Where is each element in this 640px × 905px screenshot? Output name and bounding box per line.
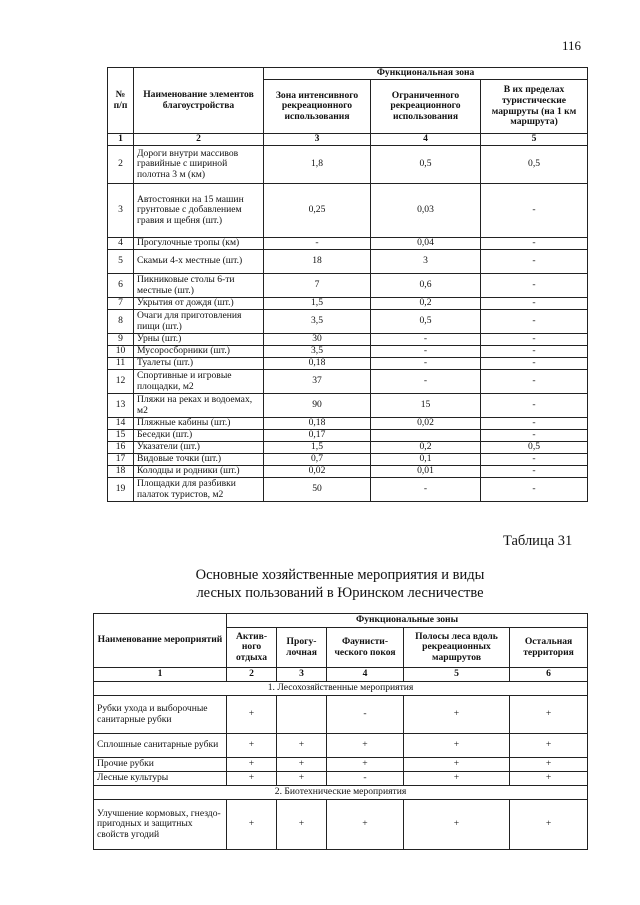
- zone2-value: 0,2: [371, 442, 481, 454]
- zone2-value: 0,5: [371, 310, 481, 334]
- zone4-value: +: [404, 800, 510, 850]
- row-number: 11: [108, 358, 134, 370]
- table-row: [108, 394, 588, 418]
- zone2-value: +: [277, 772, 327, 786]
- zone3-value: -: [481, 298, 588, 310]
- index-cell: 4: [371, 134, 481, 146]
- zone3-header: Фаунисти-ческого покоя: [327, 628, 404, 668]
- row-number: 14: [108, 418, 134, 430]
- table-title-line-2: лесных пользований в Юринском лесничестве: [196, 585, 484, 601]
- zone4-header: Полосы леса вдоль рекреационных маршрутов: [404, 628, 510, 668]
- table-row: [108, 274, 588, 298]
- element-name: Площадки для разбивки палаток туристов, м2: [134, 478, 264, 502]
- zone3-value: -: [481, 466, 588, 478]
- zone3-value: -: [481, 418, 588, 430]
- zone3-value: -: [481, 310, 588, 334]
- zone1-value: 90: [264, 394, 371, 418]
- zone1-value: 0,7: [264, 454, 371, 466]
- activity-name: Рубки ухода и выборочные санитарные рубки: [94, 696, 227, 734]
- element-name: Автостоянки на 15 машин грунтовые с добавлением гравия и щебня (шт.): [134, 184, 264, 238]
- index-cell: 2: [227, 668, 277, 682]
- table-row: [108, 310, 588, 334]
- zone1-value: 7: [264, 274, 371, 298]
- element-name: Прогулочные тропы (км): [134, 238, 264, 250]
- zone2-value: -: [371, 358, 481, 370]
- zone3-value: -: [327, 696, 404, 734]
- index-cell: 1: [108, 134, 134, 146]
- zone3-value: -: [481, 274, 588, 298]
- element-name: Спортивные и игровые площадки, м2: [134, 370, 264, 394]
- zone3-value: -: [481, 394, 588, 418]
- section-title: 2. Биотехнические мероприятия: [94, 786, 588, 800]
- zone2-value: +: [277, 800, 327, 850]
- row-number: 5: [108, 250, 134, 274]
- activity-name: Улучшение кормовых, гнездо-пригодных и защитных свойств угодий: [94, 800, 227, 850]
- element-name: Беседки (шт.): [134, 430, 264, 442]
- row-number: 4: [108, 238, 134, 250]
- zone3-value: 0,5: [481, 442, 588, 454]
- zone2-value: 15: [371, 394, 481, 418]
- zone2-value: 0,5: [371, 146, 481, 184]
- element-name: Видовые точки (шт.): [134, 454, 264, 466]
- elements-table: [107, 67, 588, 502]
- row-number: 10: [108, 346, 134, 358]
- zone2-value: +: [277, 758, 327, 772]
- zone4-value: +: [404, 772, 510, 786]
- element-name: Очаги для приготовления пищи (шт.): [134, 310, 264, 334]
- zone2-value: -: [371, 370, 481, 394]
- zone2-value: -: [371, 334, 481, 346]
- zone2-value: [277, 696, 327, 734]
- table-row: [108, 370, 588, 394]
- zone1-value: 18: [264, 250, 371, 274]
- element-name: Мусоросборники (шт.): [134, 346, 264, 358]
- zone2-header: Ограниченного рекреационного использования: [371, 80, 481, 134]
- zone4-value: +: [404, 734, 510, 758]
- zone3-value: -: [481, 334, 588, 346]
- table-row: [108, 334, 588, 346]
- index-cell: 6: [510, 668, 588, 682]
- row-number: 16: [108, 442, 134, 454]
- element-name: Указатели (шт.): [134, 442, 264, 454]
- zone2-header: Прогу-лочная: [277, 628, 327, 668]
- activity-name: Прочие рубки: [94, 758, 227, 772]
- zone2-value: 0,1: [371, 454, 481, 466]
- table-row: [94, 772, 588, 786]
- zone2-value: -: [371, 346, 481, 358]
- row-number: 18: [108, 466, 134, 478]
- zone1-value: +: [227, 800, 277, 850]
- zone2-value: 0,2: [371, 298, 481, 310]
- section-row: [94, 786, 588, 800]
- table-row: [94, 696, 588, 734]
- row-number: 6: [108, 274, 134, 298]
- zone2-value: 0,02: [371, 418, 481, 430]
- zone1-value: 1,5: [264, 442, 371, 454]
- zone1-value: 30: [264, 334, 371, 346]
- zone3-value: -: [481, 346, 588, 358]
- zone1-value: +: [227, 734, 277, 758]
- section-row: [94, 682, 588, 696]
- row-number: 19: [108, 478, 134, 502]
- zone1-value: 0,18: [264, 418, 371, 430]
- zone3-value: -: [327, 772, 404, 786]
- element-name: Туалеты (шт.): [134, 358, 264, 370]
- col-name-header: Наименование элементов благоустройства: [134, 68, 264, 134]
- activities-table: [93, 613, 588, 850]
- zone2-value: 3: [371, 250, 481, 274]
- zone3-value: -: [481, 478, 588, 502]
- zone1-value: 0,25: [264, 184, 371, 238]
- zone1-value: +: [227, 696, 277, 734]
- element-name: Пляжные кабины (шт.): [134, 418, 264, 430]
- index-cell: 4: [327, 668, 404, 682]
- section-title: 1. Лесохозяйственные мероприятия: [94, 682, 588, 696]
- zone3-value: 0,5: [481, 146, 588, 184]
- zone2-value: 0,6: [371, 274, 481, 298]
- row-number: 12: [108, 370, 134, 394]
- element-name: Укрытия от дождя (шт.): [134, 298, 264, 310]
- zone3-value: -: [481, 238, 588, 250]
- zone5-value: +: [510, 758, 588, 772]
- activity-name-header: Наименование мероприятий: [94, 614, 227, 668]
- zone5-value: +: [510, 734, 588, 758]
- table-row: [108, 346, 588, 358]
- index-cell: 1: [94, 668, 227, 682]
- zone2-value: 0,03: [371, 184, 481, 238]
- row-number: 9: [108, 334, 134, 346]
- zone1-value: 0,17: [264, 430, 371, 442]
- table-row: [108, 442, 588, 454]
- zone4-value: +: [404, 758, 510, 772]
- zone1-value: 3,5: [264, 346, 371, 358]
- table-row: [108, 454, 588, 466]
- col-num-header: № п/п: [108, 68, 134, 134]
- element-name: Пляжи на реках и водоемах, м2: [134, 394, 264, 418]
- table-row: [108, 430, 588, 442]
- element-name: Колодцы и родники (шт.): [134, 466, 264, 478]
- index-cell: 5: [404, 668, 510, 682]
- zone2-value: +: [277, 734, 327, 758]
- table-row: [108, 146, 588, 184]
- row-number: 8: [108, 310, 134, 334]
- group-header: Функциональные зоны: [227, 614, 588, 628]
- zone3-value: -: [481, 184, 588, 238]
- zone2-value: 0,04: [371, 238, 481, 250]
- zone1-value: -: [264, 238, 371, 250]
- table-row: [108, 466, 588, 478]
- zone2-value: 0,01: [371, 466, 481, 478]
- zone1-value: 37: [264, 370, 371, 394]
- table-row: [108, 184, 588, 238]
- zone1-value: +: [227, 758, 277, 772]
- zone1-value: 1,8: [264, 146, 371, 184]
- zone5-value: +: [510, 696, 588, 734]
- index-cell: 5: [481, 134, 588, 146]
- table-row: [108, 478, 588, 502]
- table-row: [94, 758, 588, 772]
- zone5-value: +: [510, 800, 588, 850]
- element-name: Пикниковые столы 6-ти местные (шт.): [134, 274, 264, 298]
- row-number: 13: [108, 394, 134, 418]
- row-number: 2: [108, 146, 134, 184]
- element-name: Дороги внутри массивов гравийные с шириной полотна 3 м (км): [134, 146, 264, 184]
- index-cell: 3: [277, 668, 327, 682]
- zone3-value: +: [327, 734, 404, 758]
- zone2-value: [371, 430, 481, 442]
- group-header: Функциональная зона: [264, 68, 588, 80]
- table-row: [108, 250, 588, 274]
- element-name: Скамьи 4-х местные (шт.): [134, 250, 264, 274]
- zone1-value: +: [227, 772, 277, 786]
- zone3-value: +: [327, 800, 404, 850]
- zone3-value: -: [481, 370, 588, 394]
- zone1-value: 3,5: [264, 310, 371, 334]
- zone5-header: Остальная территория: [510, 628, 588, 668]
- row-number: 3: [108, 184, 134, 238]
- table-title-line-1: Основные хозяйственные мероприятия и виды: [195, 567, 485, 583]
- table-row: [94, 800, 588, 850]
- activity-name: Сплошные санитарные рубки: [94, 734, 227, 758]
- row-number: 17: [108, 454, 134, 466]
- row-number: 15: [108, 430, 134, 442]
- zone3-header: В их пределах туристические маршруты (на 1 км маршрута): [481, 80, 588, 134]
- element-name: Урны (шт.): [134, 334, 264, 346]
- zone1-header: Актив-ного отдыха: [227, 628, 277, 668]
- zone1-value: 1,5: [264, 298, 371, 310]
- row-number: 7: [108, 298, 134, 310]
- zone2-value: -: [371, 478, 481, 502]
- zone1-value: 0,02: [264, 466, 371, 478]
- table-row: [108, 418, 588, 430]
- zone3-value: -: [481, 430, 588, 442]
- zone3-value: -: [481, 358, 588, 370]
- zone3-value: -: [481, 454, 588, 466]
- table-row: [108, 358, 588, 370]
- table-row: [108, 238, 588, 250]
- activity-name: Лесные культуры: [94, 772, 227, 786]
- zone3-value: +: [327, 758, 404, 772]
- page-number: 116: [562, 38, 582, 53]
- index-cell: 3: [264, 134, 371, 146]
- zone4-value: +: [404, 696, 510, 734]
- zone1-value: 50: [264, 478, 371, 502]
- zone3-value: -: [481, 250, 588, 274]
- table-label: Таблица 31: [503, 533, 573, 549]
- zone5-value: +: [510, 772, 588, 786]
- table-row: [94, 734, 588, 758]
- zone1-header: Зона интенсивного рекреационного использования: [264, 80, 371, 134]
- index-cell: 2: [134, 134, 264, 146]
- zone1-value: 0,18: [264, 358, 371, 370]
- table-row: [108, 298, 588, 310]
